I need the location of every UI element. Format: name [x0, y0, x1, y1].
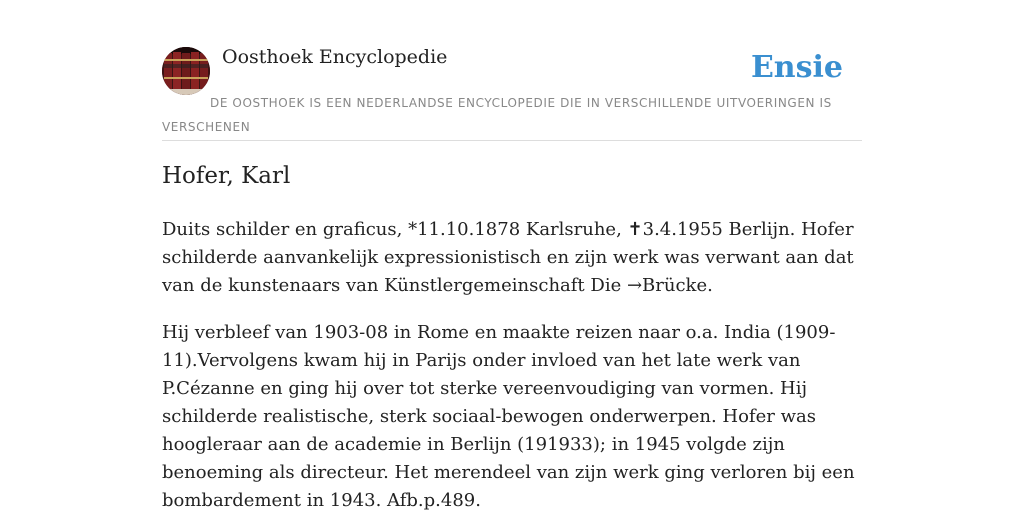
brand-logo-link[interactable]: Ensie [750, 50, 843, 85]
site-title-link[interactable]: Oosthoek Encyclopedie [222, 46, 448, 68]
article-title: Hofer, Karl [162, 163, 291, 189]
article-paragraph: Duits schilder en graficus, *11.10.1878 Karlsruhe, ✝3.4.1955 Berlijn. Hofer schilderde aanvankelijk expressionistisch en zijn werk was verwant aan dat van de kunstenaars van Künstlergemeinschaft Die →Brücke. [162, 219, 854, 296]
site-header [162, 44, 862, 141]
article-paragraph: Hij verbleef van 1903-08 in Rome en maakte reizen naar o.a. India (1909-11).Vervolgens kwam hij in Parijs onder invloed van het late werk van P.Cézanne en ging hij over tot sterke vereenvoudiging van vormen. Hij schilderde realistische, sterk sociaal-bewogen onderwerpen. Hofer was hoogleraar aan de academie in Berlijn (191933); in 1945 volgde zijn benoeming als directeur. Het merendeel van zijn werk ging verloren bij een bombardement in 1943. Afb.p.489. [162, 322, 855, 511]
site-subtitle: DE OOSTHOEK IS EEN NEDERLANDSE ENCYCLOPEDIE DIE IN VERSCHILLENDE UITVOERINGEN IS VERSCHENEN [162, 96, 832, 134]
encyclopedia-books-icon[interactable] [162, 47, 210, 95]
